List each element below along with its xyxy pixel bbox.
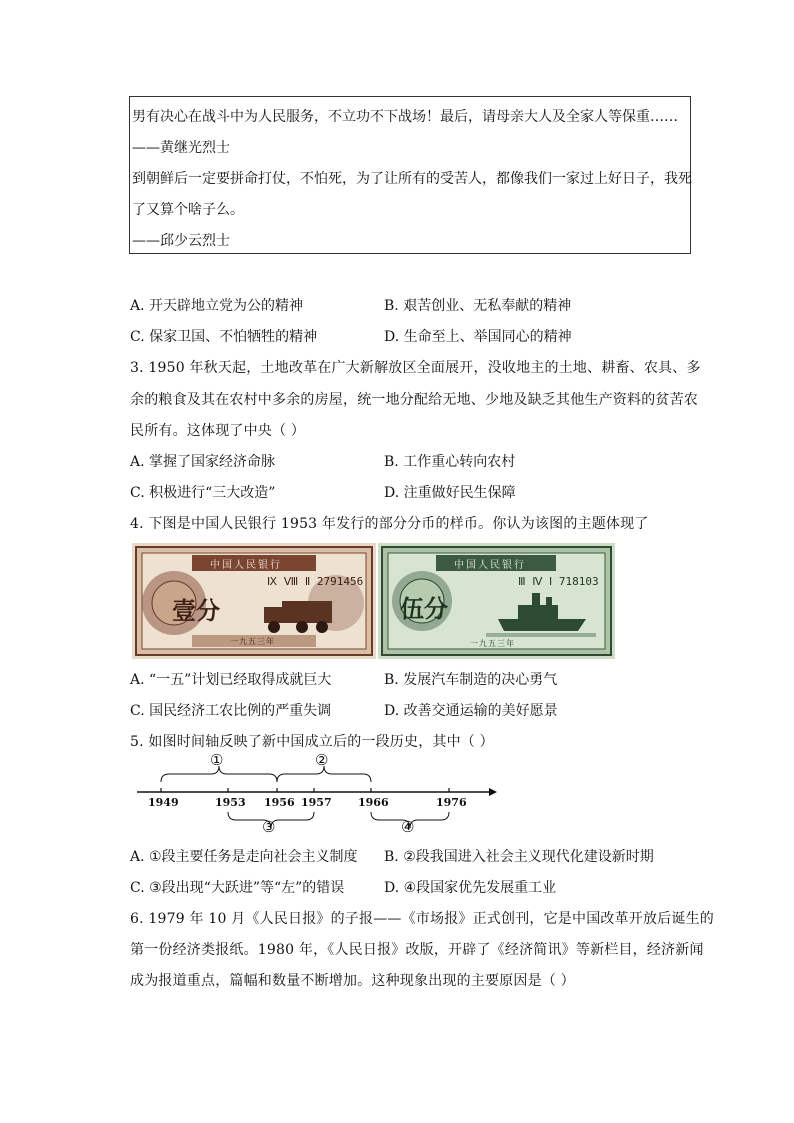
q4-stem-line-1: 4. 下图是中国人民银行 1953 年发行的部分分币的样币。你认为该图的主题体现了 <box>130 516 649 532</box>
timeline-diagram <box>133 751 503 838</box>
banknote-one-fen <box>132 543 376 659</box>
year-1976: 1976 <box>436 796 467 809</box>
note1-year: 一九五三年 <box>230 637 275 646</box>
q5-option-c[interactable]: C. ③段出现“大跃进”等“左”的错误 <box>130 880 345 896</box>
banknote-five-fen <box>378 543 615 659</box>
timeline-arrow-icon <box>489 788 497 796</box>
q3-stem-line-3: 民所有。这体现了中央（ ） <box>130 423 306 439</box>
note1-serial: Ⅸ Ⅷ Ⅱ 2791456 <box>267 575 364 588</box>
q2-option-c[interactable]: C. 保家卫国、不怕牺牲的精神 <box>130 329 318 345</box>
q4-option-b[interactable]: B. 发展汽车制造的决心勇气 <box>384 672 558 688</box>
q5-option-d[interactable]: D. ④段国家优先发展重工业 <box>384 880 557 896</box>
q6-stem-line-2: 第一份经济类报纸。1980 年，《人民日报》改版，开辟了《经济简讯》等新栏目，经济新闻 <box>130 942 704 958</box>
mark-1: ① <box>210 751 224 769</box>
q2-option-d[interactable]: D. 生命至上、举国同心的精神 <box>384 329 572 345</box>
note2-serial: Ⅲ Ⅳ Ⅰ 718103 <box>518 575 599 588</box>
mark-2: ② <box>315 751 329 769</box>
year-1966: 1966 <box>358 796 389 809</box>
note1-bank-name: 中国人民银行 <box>210 560 282 571</box>
year-1953: 1953 <box>215 796 246 809</box>
quote-box <box>129 96 691 254</box>
quote-attribution-1: ——黄继光烈士 <box>132 140 230 156</box>
quote-line-3: 了又算个啥子么。 <box>132 202 244 218</box>
q3-option-d[interactable]: D. 注重做好民生保障 <box>384 485 516 501</box>
q5-option-b[interactable]: B. ②段我国进入社会主义现代化建设新时期 <box>384 849 654 865</box>
quote-attribution-2: ——邱少云烈士 <box>132 233 230 249</box>
note2-denomination: 伍分 <box>400 594 448 623</box>
q6-stem-line-3: 成为报道重点，篇幅和数量不断增加。这种现象出现的主要原因是（ ） <box>130 973 575 989</box>
note2-bank-name: 中国人民银行 <box>454 560 526 571</box>
q3-stem-line-1: 3. 1950 年秋天起，土地改革在广大新解放区全面展开，没收地主的土地、耕畜、农具、多 <box>130 360 701 376</box>
q2-option-a[interactable]: A. 开天辟地立党为公的精神 <box>130 298 304 314</box>
q3-stem-line-2: 余的粮食及其在农村中多余的房屋，统一地分配给无地、少地及缺乏其他生产资料的贫苦农 <box>130 392 698 408</box>
q3-option-c[interactable]: C. 积极进行“三大改造” <box>130 485 276 501</box>
year-1957: 1957 <box>301 796 332 809</box>
q3-option-a[interactable]: A. 掌握了国家经济命脉 <box>130 454 276 470</box>
q4-option-c[interactable]: C. 国民经济工农比例的严重失调 <box>130 703 332 719</box>
q5-stem-line-1: 5. 如图时间轴反映了新中国成立后的一段历史，其中（ ） <box>130 734 494 750</box>
q2-option-b[interactable]: B. 艰苦创业、无私奉献的精神 <box>384 298 572 314</box>
note2-year: 一九五三年 <box>470 639 515 648</box>
mark-3: ③ <box>262 818 276 836</box>
q4-option-d[interactable]: D. 改善交通运输的美好愿景 <box>384 703 558 719</box>
q4-option-a[interactable]: A. “一五”计划已经取得成就巨大 <box>130 672 332 688</box>
year-1956: 1956 <box>264 796 295 809</box>
q6-stem-line-1: 6. 1979 年 10 月《人民日报》的子报——《市场报》正式创刊，它是中国改革开放后诞生的 <box>130 911 714 927</box>
year-1949: 1949 <box>148 796 179 809</box>
quote-line-2: 到朝鲜后一定要拼命打仗，不怕死，为了让所有的受苦人，都像我们一家过上好日子，我死 <box>132 171 692 187</box>
note1-denomination: 壹分 <box>172 596 220 625</box>
mark-4: ④ <box>401 818 415 836</box>
quote-line-1: 男有决心在战斗中为人民服务，不立功不下战场！最后，请母亲大人及全家人等保重…… <box>132 109 678 125</box>
q5-option-a[interactable]: A. ①段主要任务是走向社会主义制度 <box>130 849 358 865</box>
q3-option-b[interactable]: B. 工作重心转向农村 <box>384 454 516 470</box>
